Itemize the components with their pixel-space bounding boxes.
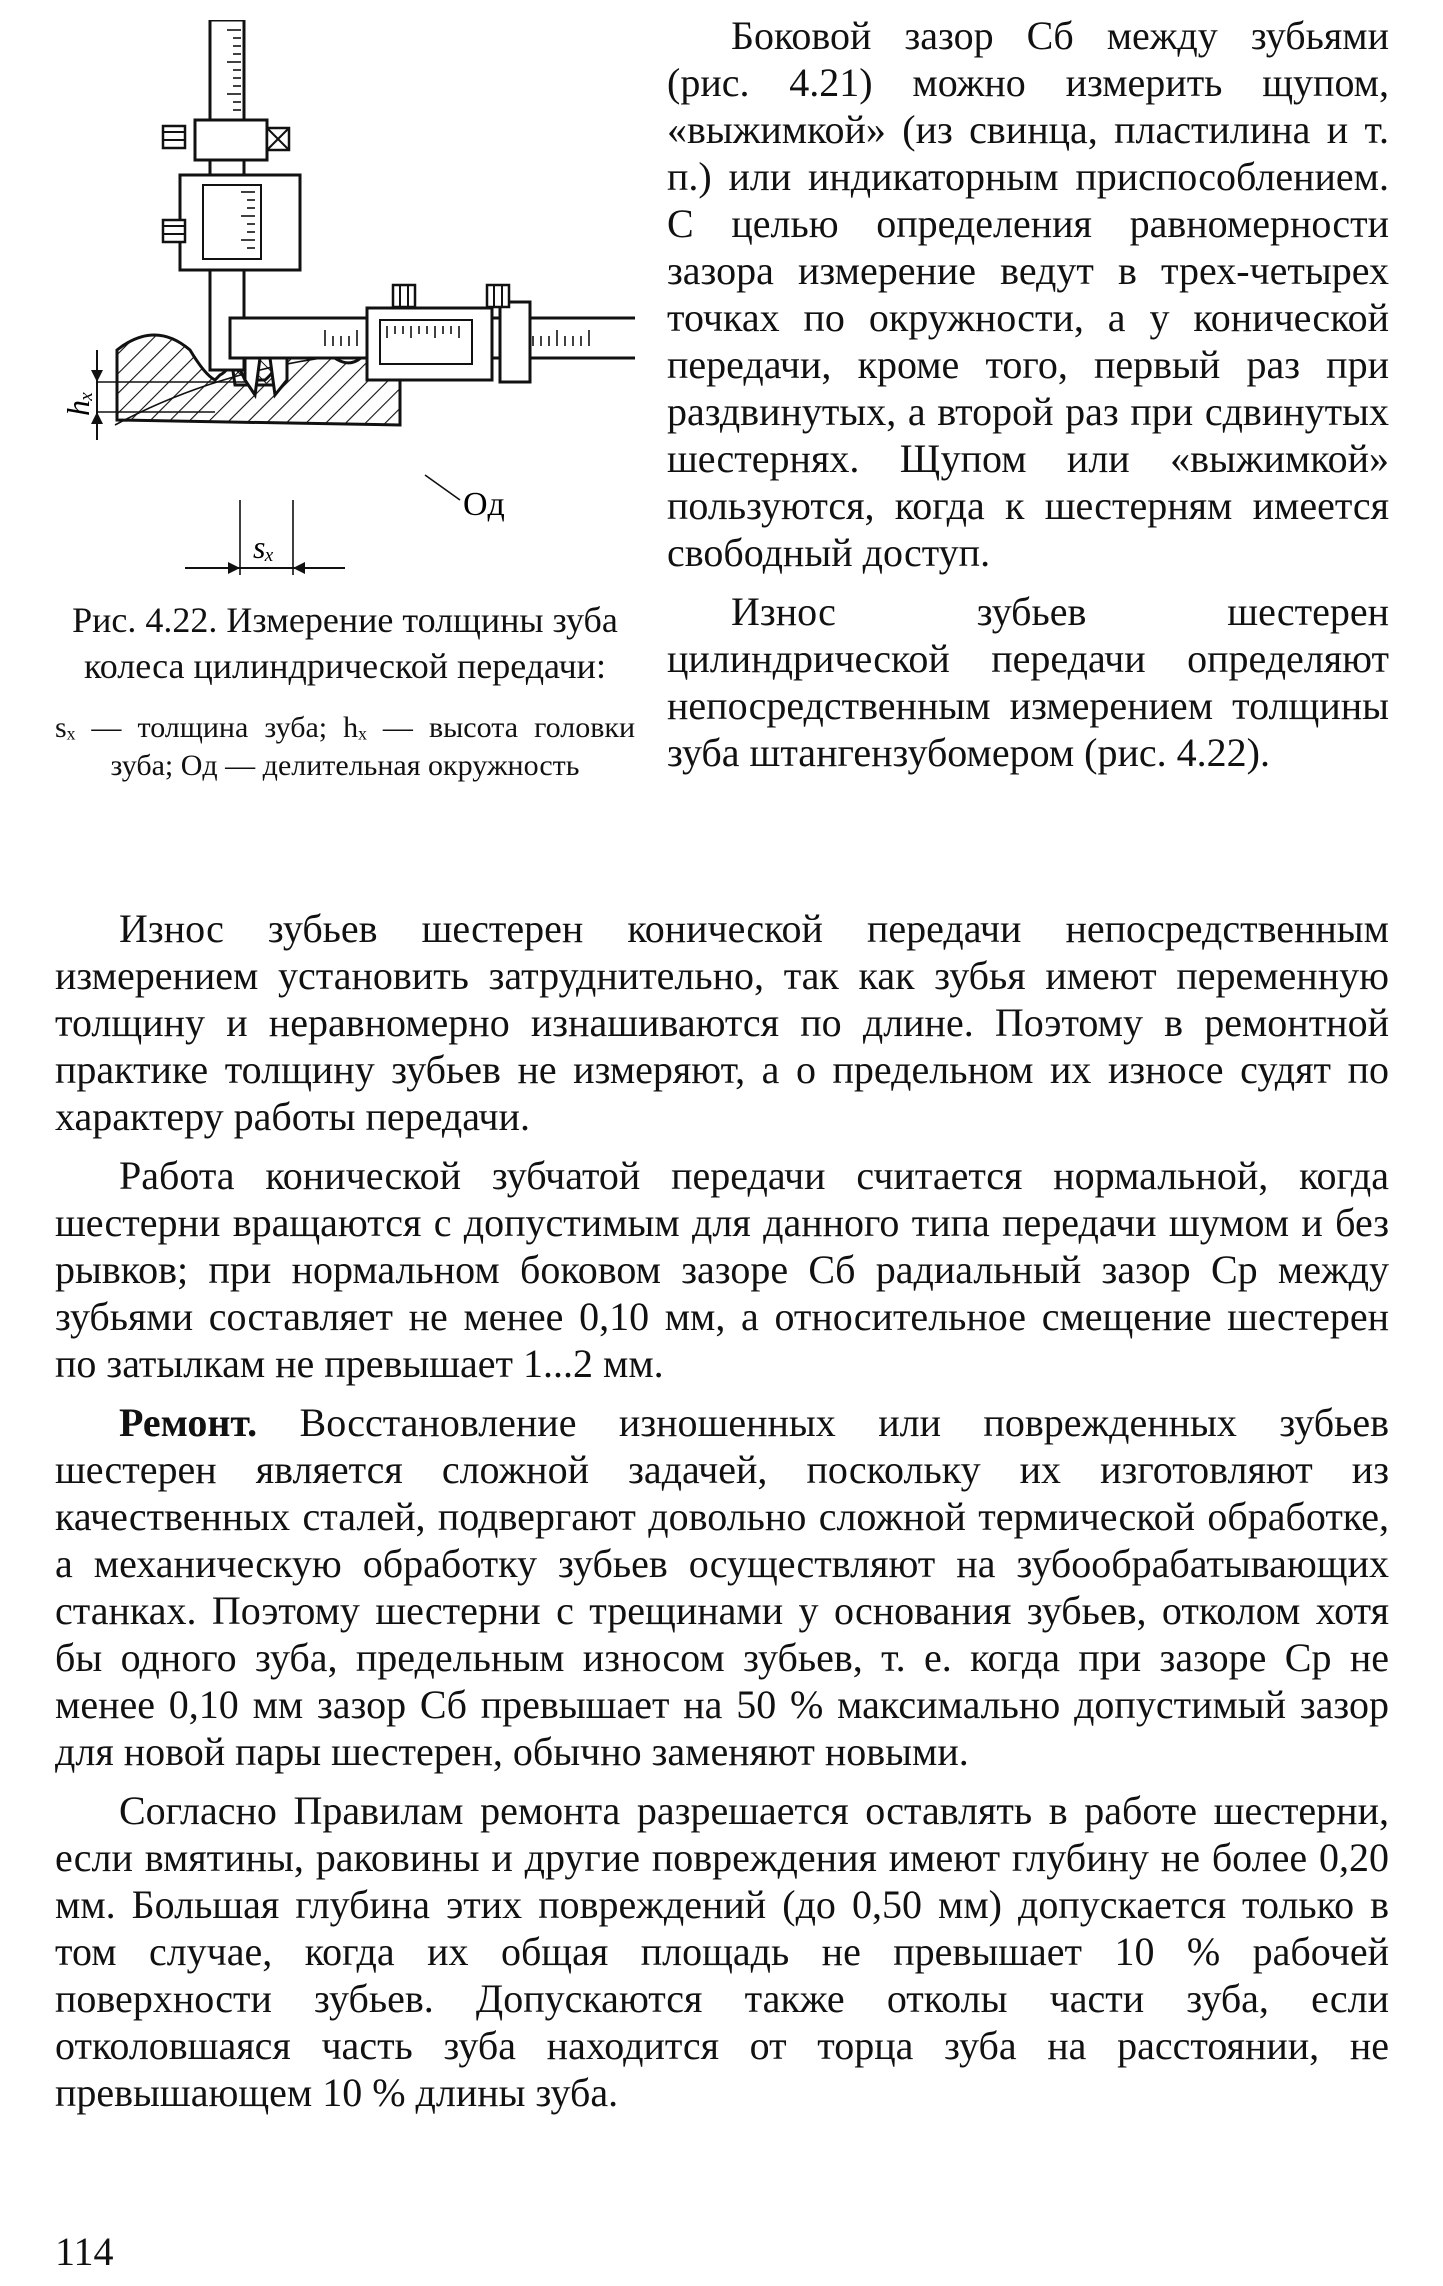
figure-caption — [55, 597, 635, 785]
caliper-drawing — [55, 20, 635, 580]
label-hx: hₓ — [60, 390, 96, 416]
main-text — [55, 905, 1389, 2116]
horizontal-clamp-screw — [487, 285, 509, 307]
paragraph-repair-rules: Согласно Правилам ремонта разрешается оставлять в работе шестерни, если вмятины, раковины и другие повреждения имеют глубину не более 0,20 мм. Большая глубина этих повреждений (до 0,50 мм) допускается только в том случае, когда их общая площадь не превышает 10 % рабочей поверхности зубьев. Допускаются также отколы части зуба, если отколовшаяся часть зуба находится от торца зуба на расстоянии, не превышающем 10 % длины зуба. — [55, 1788, 1389, 2115]
upper-clamp-screw — [163, 126, 185, 148]
paragraph-normal-operation: Работа конической зубчатой передачи считается нормальной, когда шестерни вращаются с допустимым для данного типа передачи шумом и без рывков; при нормальном боковом зазоре Cб радиальный зазор Cр между зубьями составляет не менее 0,10 мм, а относительное смещение шестерен по затылкам не превышает 1...2 мм. — [55, 1153, 1389, 1386]
caption-title: Рис. 4.22. Измерение толщины зуба колеса цилиндрической передачи: — [72, 600, 618, 686]
label-sx: sₓ — [253, 529, 275, 565]
horizontal-vernier-screw — [393, 285, 415, 307]
page-number: 114 — [55, 2229, 114, 2274]
vertical-vernier-screw — [163, 220, 185, 242]
paragraph-conical-wear: Износ зубьев шестерен конической передачи непосредственным измерением установить затруднительно, так как зубья имеют переменную толщину и неравномерно изнашиваются по длине. Поэтому в ремонтной практике толщину зубьев не измеряют, а о предельном их износе судят по характеру работы передачи. — [55, 906, 1389, 1139]
repair-heading: Ремонт. — [119, 1400, 258, 1445]
right-column-text — [667, 12, 1389, 776]
horizontal-clamp — [500, 302, 530, 382]
paragraph-repair — [55, 1399, 1389, 1775]
upper-clamp — [195, 120, 267, 160]
caption-legend: sₓ — толщина зуба; hₓ — высота головки зуба; Oд — делительная окружность — [55, 711, 635, 782]
repair-text: Восстановление изношенных или поврежденных зубьев шестерен является сложной задачей, поскольку их изготовляют из качественных сталей, подвергают довольно сложной термической обработке, а механическую обработку зубьев осуществляют на зубообрабатывающих станках. Поэтому шестерни с трещинами у основания зубьев, отколом хотя бы одного зуба, предельным износом зубьев, т. е. когда при зазоре Cр не менее 0,10 мм зазор Cб превышает на 50 % максимально допустимый зазор для новой пары шестерен, обычно заменяют новыми. — [55, 1400, 1389, 1774]
label-od: Oд — [463, 486, 505, 523]
paragraph-side-gap: Боковой зазор Cб между зубьями (рис. 4.21) можно измерить щупом, «выжимкой» (из свинца, пластилина и т. п.) или индикаторным приспособлением. С целью определения равномерности зазора измерение ведут в трех-четырех точках по окружности, а у конической передачи, кроме того, первый раз при раздвинутых, а второй раз при сдвинутых шестернях. Щупом или «выжимкой» пользуются, когда к шестерням имеется свободный доступ. — [667, 13, 1389, 575]
paragraph-cylindrical-wear: Износ зубьев шестерен цилиндрической передачи определяют непосредственным измерением толщины зуба штангензубомером (рис. 4.22). — [667, 589, 1389, 775]
figure-gear-tooth-caliper — [55, 20, 635, 580]
